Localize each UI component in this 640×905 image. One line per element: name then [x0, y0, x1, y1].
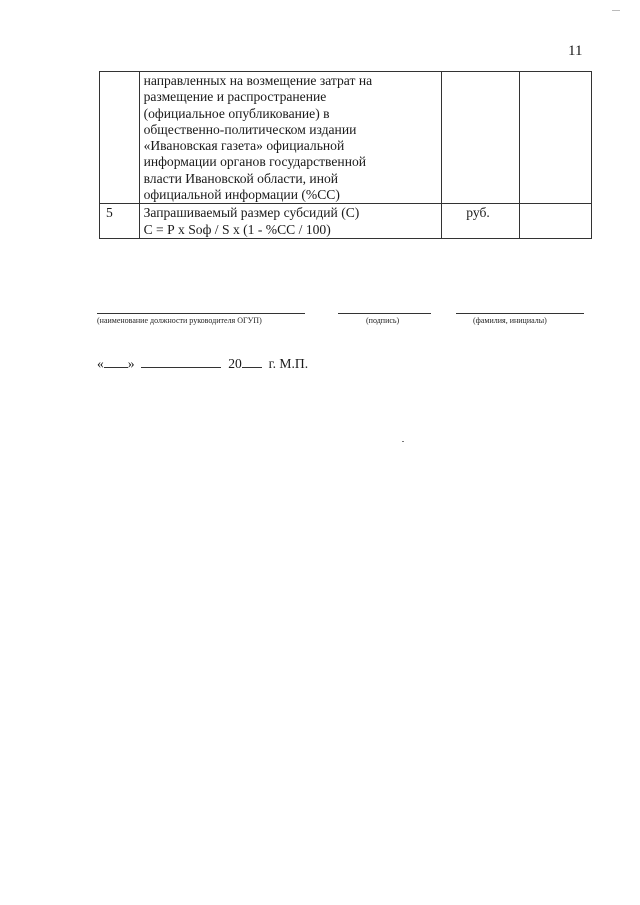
year-prefix: 20: [228, 356, 242, 371]
page-number: 11: [568, 43, 583, 59]
row-number: 5: [106, 205, 113, 221]
row-description: направленных на возмещение затрат на размещение и распространение (официальное опубликование) в общественно-политическом издании «Ивановская газета» официальной информации органов государственной власти Ивановской области, иной официальной информации (%СС): [143, 73, 373, 203]
name-signature-line: [456, 313, 584, 314]
position-signature-line: [97, 313, 305, 314]
table-row-5: [100, 204, 592, 239]
position-caption: (наименование должности руководителя ОГУП): [97, 316, 262, 325]
date-stamp-line: [97, 355, 308, 372]
signature-caption: (подпись): [366, 316, 400, 325]
year-blank: [242, 355, 262, 368]
name-caption: (фамилия, инициалы): [473, 316, 547, 325]
row-value-cell: [520, 204, 592, 239]
row-number-cell: [100, 204, 140, 239]
open-quote: «: [97, 356, 104, 371]
signature-line: [338, 313, 431, 314]
subsidy-table: [99, 71, 592, 239]
scan-corner-mark: [612, 10, 620, 11]
row-description: Запрашиваемый размер субсидий (С) С = Р х Ѕоф / Ѕ х (1 - %СС / 100): [143, 205, 360, 237]
table-row-continuation: [100, 72, 592, 204]
row-unit-cell: [442, 72, 520, 204]
row-description-cell: [139, 204, 442, 239]
month-blank: [141, 355, 221, 368]
close-quote: »: [127, 356, 135, 371]
row-value-cell: [520, 72, 592, 204]
scan-speck: [402, 441, 404, 442]
row-number-cell: [100, 72, 140, 204]
row-unit-cell: [442, 204, 520, 239]
day-blank: [104, 355, 128, 368]
seal-label: г. М.П.: [268, 356, 309, 371]
row-description-cell: [139, 72, 442, 204]
row-unit: руб.: [466, 205, 490, 221]
